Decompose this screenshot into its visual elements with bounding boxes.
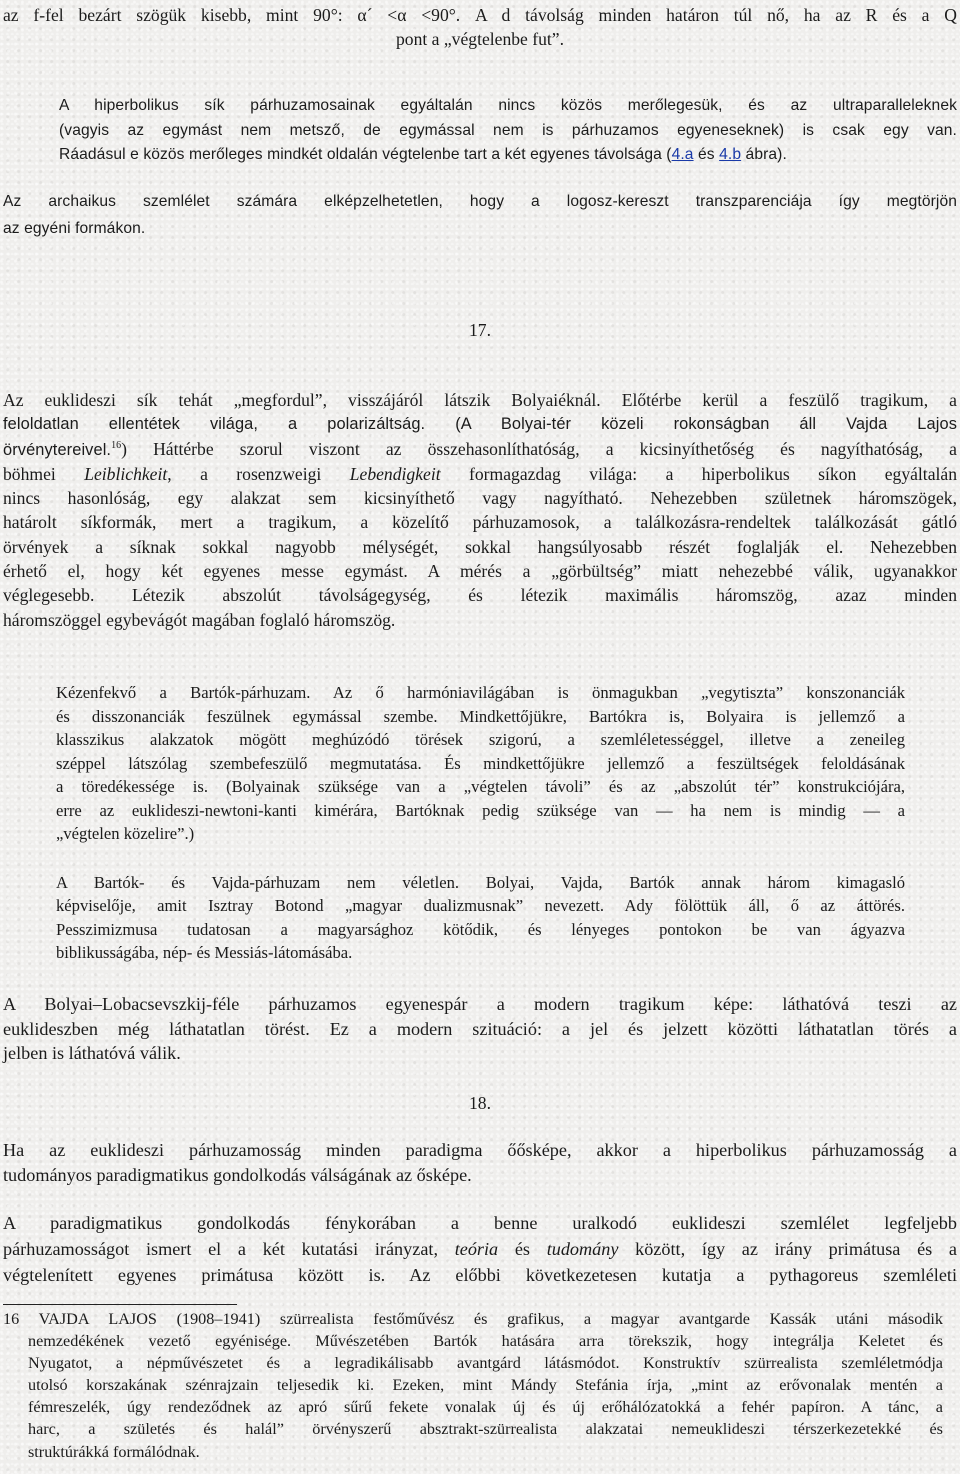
text-line-content: határolt síkformák, mert a tragikum, a közelítő párhuzamosok, a találkozásra-rendeltek találkozását gátló xyxy=(3,512,957,533)
text-line-content: A Bolyai–Lobacsevszkij-féle párhuzamos egyenespár a modern tragikum képe: láthatóvá teszi az xyxy=(3,994,957,1014)
text-line-content: utolsó korszakának szénrajzain teljesedik ki. Ezeken, mint Mándy Stefánia írja, „mint az erővonalak mentén a xyxy=(28,1376,943,1395)
text-line xyxy=(3,535,957,559)
figure-link-4a[interactable]: 4.a xyxy=(671,146,694,163)
text-line-content: széppel látszólag szembefeszülő megmutatása. És mindkettőjükre jellemző a feszültségek feloldásának xyxy=(56,753,905,773)
text-line-content: klasszikus alakzatok mögött meghúzódó törések szigorú, a szemléletességgel, illetve a zeneileg xyxy=(56,730,905,749)
text-line xyxy=(3,1017,957,1042)
text-line-tail: ábra). xyxy=(741,146,787,163)
footnote-separator xyxy=(3,1304,237,1305)
text-line xyxy=(3,1262,957,1288)
page-number-18: 18. xyxy=(469,1093,491,1113)
text-line-content: Ha az euklideszi párhuzamosság minden paradigma őősképe, akkor a hiperbolikus párhuzamosság a xyxy=(3,1140,957,1160)
text-line xyxy=(3,486,957,510)
text-line xyxy=(3,608,957,632)
text-line xyxy=(56,728,905,752)
text-line-content: , a rosenzweigi xyxy=(167,463,350,484)
text-line xyxy=(3,1163,957,1188)
footnote-line xyxy=(3,1374,943,1396)
text-line-content: párhuzamosságot ismert el a két kutatási irányzat, xyxy=(3,1239,455,1259)
text-line-content: böhmei xyxy=(3,463,85,484)
text-line-content: Kézenfekvő a Bartók-párhuzam. Az ő harmóniavilágában is önmagukban „vegytiszta” konszonanciák xyxy=(56,683,905,702)
text-line-content: Nyugatot, a népművészetet és a legradikálisabb avantgárd látásmódot. Konstruktív szürrealista szemléletmódja xyxy=(28,1354,943,1373)
italic-term-leiblichkeit: Leiblichkeit xyxy=(84,463,168,484)
figure-link-4b[interactable]: 4.b xyxy=(719,146,742,163)
text-line xyxy=(56,894,905,917)
text-line xyxy=(3,143,957,168)
paragraph-bartok-parallel xyxy=(56,681,905,846)
text-line xyxy=(56,752,905,776)
paragraph-archaic-view xyxy=(3,188,957,242)
text-line-content: Az archaikus szemlélet számára elképzelhetetlen, hogy a logosz-kereszt transzparenciája így megtörjön xyxy=(3,193,957,210)
footnote-line xyxy=(3,1441,943,1463)
paragraph-archetype xyxy=(3,1138,957,1188)
footnote-16 xyxy=(3,1308,943,1463)
text-line-content: ) Háttérbe szorul viszont az összehasonlíthatóság, a kicsinyíthetőség és nagyíthatóság, a xyxy=(121,438,957,459)
text-line xyxy=(3,1210,957,1236)
text-line-content: örvénytereivel. xyxy=(3,440,112,459)
text-line xyxy=(56,799,905,823)
text-line xyxy=(3,188,957,215)
italic-term-lebendigkeit: Lebendigkeit xyxy=(349,463,441,484)
text-line xyxy=(56,941,905,964)
footnote-line xyxy=(3,1418,943,1440)
text-line xyxy=(56,705,905,729)
text-line xyxy=(3,412,957,436)
text-line-content: örvények a síknak sokkal nagyobb mélységét, sokkal hangsúlyosabb részét foglalják el. Nehezebben xyxy=(3,536,957,557)
text-line-content: (vagyis az egymást nem metsző, de egymással nem is párhuzamos egyeneseknek) is csak egy van. xyxy=(59,121,957,139)
text-line-content: és xyxy=(498,1239,547,1259)
text-line-content: nincs hasonlóság, egy alakzat sem kicsinyíthető vagy nagyítható. Nehezebben születnek háromszögek, xyxy=(3,488,957,509)
text-line xyxy=(3,1236,957,1262)
text-line xyxy=(56,822,905,846)
paragraph-euclidean-reversal xyxy=(3,388,957,632)
text-line xyxy=(3,462,957,486)
text-line-content: 16 VAJDA LAJOS (1908–1941) szürrealista festőművész és grafikus, a magyar avantgarde Kassák utáni második xyxy=(3,1310,943,1328)
text-line xyxy=(3,992,957,1017)
text-line-content: A paradigmatikus gondolkodás fénykorában a benne uralkodó euklideszi szemlélet legfeljebb xyxy=(3,1213,957,1233)
footnote-line xyxy=(3,1352,943,1374)
text-line-content: feloldatlan ellentétek világa, a polarizáltság. (A Bolyai-tér közeli rokonságban áll Vajda Lajos xyxy=(3,415,957,434)
text-line-content: képviselője, amit Isztray Botond „magyar dualizmusnak” nevezett. Ady fölöttük áll, ő az áttörés. xyxy=(56,896,905,916)
text-line xyxy=(56,871,905,894)
text-line-content: harc, a születés és halál” örvényszerű absztrakt-szürrealista alakzatai nemeuklideszi térszerkezetekké és xyxy=(28,1420,943,1439)
text-line xyxy=(3,27,957,51)
paragraph-paradigmatic-thinking xyxy=(3,1210,957,1288)
text-line xyxy=(56,918,905,941)
text-line-content: erre az euklideszi-newtoni-kanti kimérára, Bartóknak pedig szüksége van — ha nem is mindig — a xyxy=(56,800,905,820)
text-line xyxy=(56,775,905,799)
text-line-content: A hiperbolikus sík párhuzamosainak egyáltalán nincs közös merőlegesük, és az ultraparalleleknek xyxy=(59,97,957,114)
italic-term-tudomany: tudomány xyxy=(546,1239,619,1259)
text-line-content: jelben is láthatóvá válik. xyxy=(3,1043,181,1063)
text-line-content: A Bartók- és Vajda-párhuzam nem véletlen. Bolyai, Vajda, Bartók annak három kimagasló xyxy=(56,873,905,892)
text-line-content: Az euklideszi sík tehát „megfordul”, visszájáról látszik Bolyaiéknál. Előtérbe kerül a feszülő tragikum, a xyxy=(3,390,957,410)
text-line-content: tudományos paradigmatikus gondolkodás válságának az ősképe. xyxy=(3,1165,472,1185)
footnote-reference-16[interactable]: 16 xyxy=(111,439,122,451)
text-line-content: érhető el, hogy két egyenes messe egymást. A mérés a „görbültség” miatt nehezebbé válik, ugyanakkor xyxy=(3,561,957,582)
page-number-17: 17. xyxy=(469,320,491,340)
paragraph-vajda-parallel xyxy=(56,871,905,964)
text-line-content: az egyéni formákon. xyxy=(3,220,146,237)
text-line-content: háromszöggel egybevágót magában foglaló háromszög. xyxy=(3,609,396,630)
text-line xyxy=(3,215,957,242)
text-line-content: és disszonanciák feszülnek egymással szembe. Mindkettőjükre, Bartókra is, Bolyaira is jellemző a xyxy=(56,706,905,726)
text-line-content: Ráadásul e közös merőleges mindkét oldalán végtelenbe tart a két egyenes távolsága ( xyxy=(59,146,672,163)
text-line xyxy=(3,510,957,534)
text-line-content: Pesszimizmusa tudatosan a magyarsághoz kötődik, és lényeges pontokon be van ágyazva xyxy=(56,919,905,939)
italic-term-teoria: teória xyxy=(454,1239,499,1259)
text-line xyxy=(3,1138,957,1163)
text-conjunction: és xyxy=(693,146,720,163)
text-line xyxy=(3,437,957,462)
paragraph-angle-statement xyxy=(3,3,957,51)
text-line-content: formagazdag világa: a hiperbolikus síkon egyáltalán xyxy=(440,463,957,484)
paragraph-hyperbolic-parallels xyxy=(3,94,957,168)
text-line-content: euklideszben még láthatatlan törést. Ez a modern szituáció: a jel és jelzett közötti láthatatlan törés a xyxy=(3,1018,957,1039)
text-line-content: véglegesebb. Létezik abszolút távolságegység, és létezik maximális háromszög, azaz minden xyxy=(3,585,957,606)
text-line xyxy=(3,3,957,27)
text-line-content: pont a „végtelenbe fut”. xyxy=(395,29,565,50)
text-line-content: végtelenített egyenes primátusa között is. Az előbbi következetesen kutatja a pythagoreus szemléleti xyxy=(3,1265,957,1285)
text-line-content: biblikusságába, nép- és Messiás-látomásába. xyxy=(56,942,353,962)
text-line-content: az f-fel bezárt szögük kisebb, mint 90°: α´ <α <90°. A d távolság minden határon túl nő, ha az R és a Q xyxy=(3,5,957,25)
text-line xyxy=(3,94,957,119)
paragraph-modern-tragic xyxy=(3,992,957,1066)
footnote-line xyxy=(3,1396,943,1418)
text-line-content: fémreszelék, úgy rendeződnek az apró sűrű fekete vonalak új és új erőhálózatokká a fehér papíron. A tánc, a xyxy=(28,1398,943,1417)
text-line xyxy=(3,388,957,412)
text-line xyxy=(3,559,957,583)
text-line-content: nemzedékének vezető egyénisége. Művészetében Bartók hatására arra törekszik, hogy integrálja Keletet és xyxy=(28,1332,943,1351)
footnote-line xyxy=(3,1330,943,1352)
text-line-content: a töredékessége is. (Bolyainak szüksége van a „végtelen távoli” és az „abszolút tér” konstrukciójára, xyxy=(56,777,905,796)
text-line xyxy=(3,119,957,144)
text-line xyxy=(3,583,957,607)
footnote-line xyxy=(3,1308,943,1330)
text-line-content: struktúrákká formálódnak. xyxy=(28,1442,200,1461)
text-line-content: „végtelen közelire”.) xyxy=(56,824,195,843)
text-line-content: között, így az irány primátusa és a xyxy=(618,1239,957,1259)
text-line xyxy=(56,681,905,705)
text-line xyxy=(3,1041,957,1066)
